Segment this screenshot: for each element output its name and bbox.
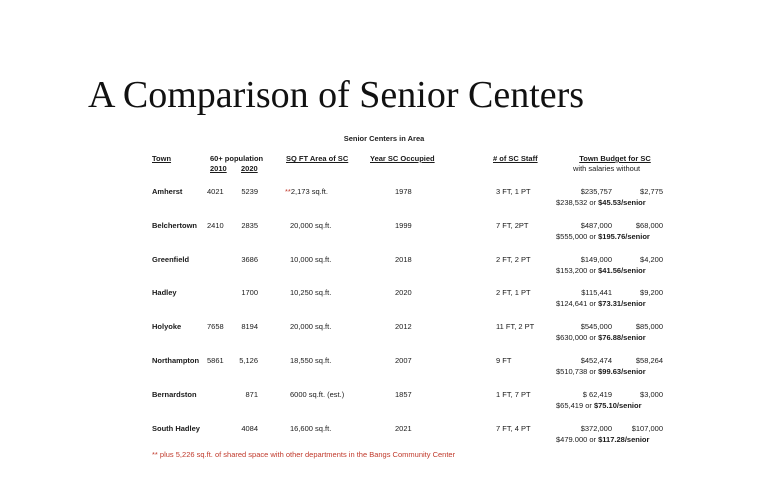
cell-pop-2010-text: 7658: [207, 322, 224, 332]
cell-pop-2010-text: 4021: [207, 187, 224, 196]
cell-budget-total: [556, 266, 646, 276]
cell-budget-with-salaries-text: $487,000: [580, 220, 612, 230]
cell-year-occupied-text: 1978: [395, 187, 412, 196]
cell-sqft-text: 20,000 sq.ft.: [290, 220, 332, 230]
header-staff: # of SC Staff: [493, 154, 538, 163]
cell-year-occupied: [395, 221, 412, 231]
cell-staff: [496, 322, 534, 332]
cell-budget-without: [632, 424, 663, 434]
cell-budget-total: [556, 367, 646, 377]
cell-sqft: [290, 221, 331, 231]
cell-year-occupied-text: 2018: [395, 254, 412, 264]
cell-town-text: Amherst: [152, 187, 183, 196]
cell-budget-total: [556, 435, 649, 445]
cell-staff-text: 9 FT: [496, 356, 512, 365]
cell-budget-with-salaries: [583, 390, 612, 400]
cell-staff-text: 7 FT, 2PT: [496, 220, 529, 230]
cell-budget-with-salaries: [581, 356, 612, 366]
budget-per-senior: $41.56/senior: [598, 265, 646, 275]
cell-town-text: Holyoke: [152, 322, 182, 332]
cell-staff-text: 1 FT, 7 PT: [496, 389, 531, 399]
cell-budget-with-salaries: [581, 187, 612, 197]
cell-staff: [496, 356, 511, 366]
cell-year-occupied-text: 2012: [395, 322, 412, 332]
cell-budget-without: [640, 255, 663, 265]
cell-sqft-text: 6000 sq.ft. (est.): [290, 389, 345, 399]
cell-sqft: [290, 322, 331, 332]
cell-pop-2010: [207, 221, 224, 231]
cell-year-occupied: [395, 288, 412, 298]
cell-pop-2010: [207, 187, 224, 197]
budget-per-senior: $117.28/senior: [598, 434, 650, 444]
cell-staff-text: 2 FT, 1 PT: [496, 288, 531, 298]
cell-year-occupied: [395, 322, 412, 332]
cell-budget-without: [640, 390, 663, 400]
cell-sqft-text: 18,550 sq.ft.: [290, 356, 332, 365]
cell-pop-2020-text: 4084: [241, 423, 258, 433]
cell-budget-without-text: $9,200: [640, 288, 663, 298]
cell-year-occupied-text: 1999: [395, 220, 412, 230]
cell-town: [152, 356, 199, 366]
cell-year-occupied: [395, 356, 412, 366]
cell-pop-2020-text: 8194: [241, 322, 258, 332]
cell-year-occupied-text: 2007: [395, 356, 412, 365]
cell-town-text: Northampton: [152, 356, 200, 365]
cell-pop-2020: [241, 424, 258, 434]
cell-budget-total: [556, 401, 641, 411]
header-budget: Town Budget for SC: [579, 154, 651, 163]
budget-per-senior: $75.10/senior: [593, 400, 642, 410]
cell-pop-2020-text: 2835: [241, 220, 258, 230]
cell-budget-without-text: $85,000: [635, 322, 663, 332]
budget-total-text: $65,419 or: [556, 400, 594, 410]
footnote-marker: **: [285, 187, 291, 196]
budget-per-senior: $195.76/senior: [598, 231, 650, 241]
budget-per-senior: $76.88/senior: [598, 333, 646, 343]
cell-pop-2020: [245, 390, 258, 400]
cell-pop-2010-text: 5861: [207, 356, 224, 365]
cell-budget-with-salaries: [581, 424, 612, 434]
cell-sqft: [290, 255, 331, 265]
cell-sqft-text: 2,173 sq.ft.: [290, 187, 328, 196]
cell-year-occupied-text: 2021: [395, 423, 412, 433]
cell-town-text: South Hadley: [152, 423, 200, 433]
cell-budget-with-salaries-text: $452,474: [580, 356, 612, 365]
cell-pop-2020: [241, 322, 258, 332]
cell-pop-2010-text: 2410: [207, 220, 224, 230]
cell-budget-total: [556, 333, 646, 343]
cell-year-occupied: [395, 187, 412, 197]
cell-budget-with-salaries: [581, 221, 612, 231]
cell-budget-without-text: $3,000: [640, 389, 663, 399]
cell-town-text: Greenfield: [152, 254, 190, 264]
cell-town: [152, 255, 189, 265]
budget-total-text: $555,000 or: [556, 231, 599, 241]
cell-pop-2020-text: 1700: [241, 288, 258, 298]
cell-budget-with-salaries-text: $235,757: [580, 187, 612, 196]
cell-pop-2020: [241, 288, 258, 298]
cell-staff-text: 3 FT, 1 PT: [496, 187, 531, 196]
cell-staff: [496, 221, 529, 231]
cell-budget-with-salaries-text: $ 62,419: [582, 389, 612, 399]
cell-sqft: [285, 187, 328, 197]
header-sqft: SQ FT Area of SC: [286, 154, 349, 163]
header-2020: 2020: [241, 164, 258, 173]
cell-sqft-text: 10,250 sq.ft.: [290, 288, 332, 298]
cell-staff: [496, 255, 531, 265]
cell-budget-without: [636, 221, 663, 231]
cell-pop-2020-text: 871: [245, 389, 258, 399]
cell-budget-without-text: $4,200: [640, 254, 663, 264]
cell-town: [152, 322, 181, 332]
cell-year-occupied: [395, 424, 412, 434]
cell-town: [152, 390, 197, 400]
cell-town: [152, 221, 197, 231]
cell-sqft: [290, 356, 331, 366]
cell-year-occupied: [395, 390, 412, 400]
cell-budget-with-salaries: [581, 288, 612, 298]
cell-staff: [496, 424, 531, 434]
cell-pop-2020: [241, 221, 258, 231]
cell-pop-2020: [241, 255, 258, 265]
cell-budget-with-salaries-text: $372,000: [580, 423, 612, 433]
cell-town-text: Bernardston: [152, 389, 197, 399]
cell-staff-text: 2 FT, 2 PT: [496, 254, 531, 264]
cell-year-occupied-text: 2020: [395, 288, 412, 298]
header-year-occupied: Year SC Occupied: [370, 154, 435, 163]
cell-budget-without-text: $58,264: [635, 356, 663, 365]
budget-total-text: $479.000 or: [556, 434, 599, 444]
header-budget-sub: with salaries without: [573, 164, 641, 173]
cell-budget-with-salaries: [581, 322, 612, 332]
cell-staff: [496, 288, 531, 298]
cell-sqft-text: 20,000 sq.ft.: [290, 322, 332, 332]
cell-staff-text: 7 FT, 4 PT: [496, 423, 531, 433]
cell-sqft: [290, 288, 331, 298]
cell-year-occupied-text: 1857: [395, 389, 412, 399]
budget-total-text: $238,532 or: [556, 198, 599, 207]
cell-budget-without-text: $107,000: [631, 423, 663, 433]
cell-sqft: [290, 390, 344, 400]
cell-budget-with-salaries-text: $545,000: [580, 322, 612, 332]
cell-budget-total: [556, 299, 646, 309]
cell-pop-2020-text: 5,126: [239, 356, 258, 365]
budget-total-text: $630,000 or: [556, 333, 599, 343]
cell-sqft: [290, 424, 331, 434]
header-2010: 2010: [210, 164, 227, 173]
cell-pop-2020: [239, 356, 258, 366]
cell-budget-with-salaries: [581, 255, 612, 265]
cell-pop-2020: [241, 187, 258, 197]
cell-town-text: Hadley: [152, 288, 177, 298]
cell-budget-without: [640, 288, 663, 298]
table-caption: Senior Centers in Area: [343, 134, 425, 143]
footnote: ** plus 5,226 sq.ft. of shared space with other departments in the Bangs Community Center: [152, 450, 456, 459]
cell-pop-2020-text: 5239: [241, 187, 258, 196]
cell-pop-2010: [207, 322, 224, 332]
budget-per-senior: $45.53/senior: [598, 198, 646, 207]
cell-staff: [496, 390, 531, 400]
header-population: 60+ population: [210, 154, 264, 163]
cell-budget-with-salaries-text: $149,000: [580, 254, 612, 264]
header-town: Town: [152, 154, 172, 163]
budget-total-text: $124,641 or: [556, 299, 599, 309]
cell-pop-2020-text: 3686: [241, 254, 258, 264]
cell-budget-total: [556, 232, 650, 242]
cell-budget-without-text: $68,000: [635, 220, 663, 230]
cell-town: [152, 187, 182, 197]
budget-total-text: $510,738 or: [556, 367, 599, 376]
budget-per-senior: $73.31/senior: [598, 299, 646, 309]
cell-sqft-text: 10,000 sq.ft.: [290, 254, 332, 264]
budget-per-senior: $99.63/senior: [598, 367, 646, 376]
cell-sqft-text: 16,600 sq.ft.: [290, 423, 332, 433]
cell-budget-with-salaries-text: $115,441: [581, 288, 612, 298]
cell-pop-2010: [207, 356, 224, 366]
cell-town: [152, 424, 200, 434]
cell-budget-without: [636, 322, 663, 332]
cell-budget-total: [556, 198, 646, 208]
cell-year-occupied: [395, 255, 412, 265]
cell-staff-text: 11 FT, 2 PT: [496, 322, 535, 332]
budget-total-text: $153,200 or: [556, 265, 599, 275]
cell-budget-without: [640, 187, 663, 197]
cell-budget-without-text: $2,775: [640, 187, 663, 196]
page-title: A Comparison of Senior Centers: [88, 74, 585, 116]
cell-budget-without: [636, 356, 663, 366]
cell-staff: [496, 187, 531, 197]
cell-town: [152, 288, 177, 298]
cell-town-text: Belchertown: [152, 220, 198, 230]
